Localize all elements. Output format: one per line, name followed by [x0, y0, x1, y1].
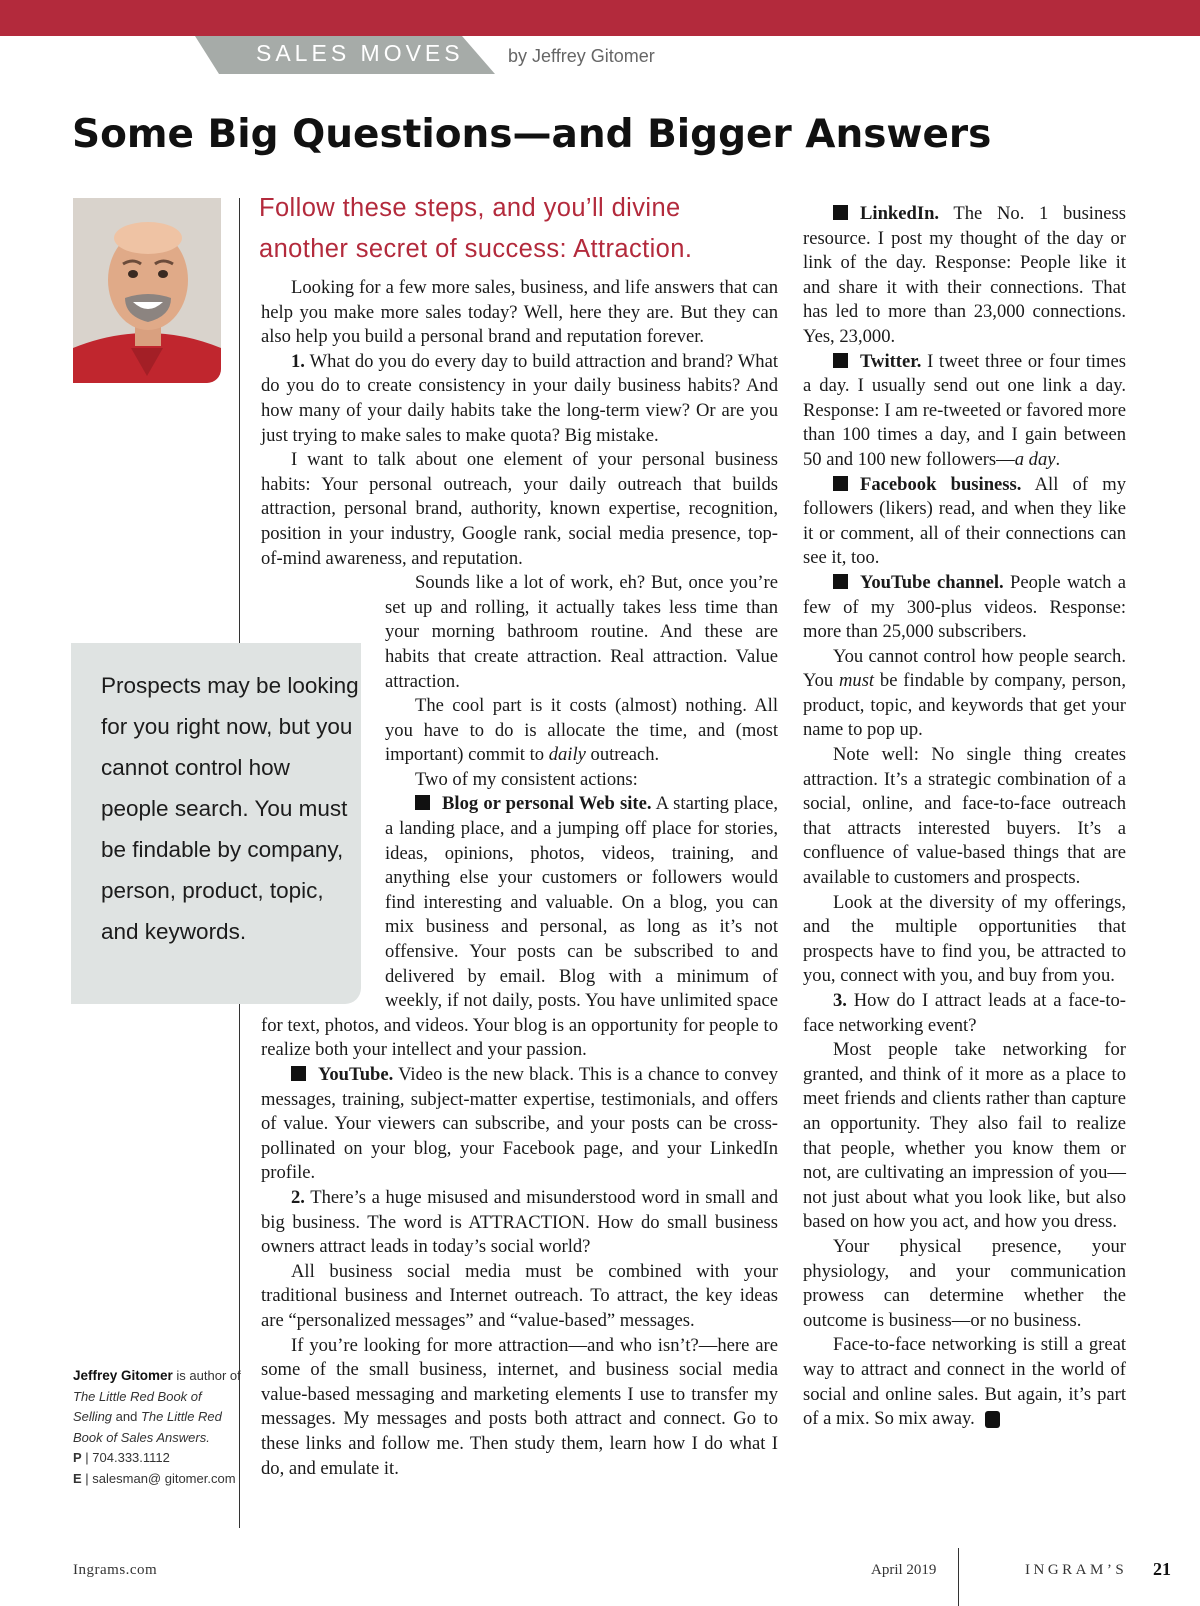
- body-text: The No. 1 business resource. I post my thought of the day or link of the day. Response: People like it and share it with their connections. That has led to more than 23,000 connections. Yes, 23,000.: [803, 203, 1126, 347]
- end-of-article-icon: I: [985, 1411, 1000, 1428]
- body-text: outreach.: [585, 744, 660, 766]
- body-paragraph: Two of my consistent actions:: [415, 768, 638, 790]
- column-rule: [239, 198, 240, 644]
- bullet-heading: YouTube.: [318, 1064, 394, 1085]
- body-paragraph: Look at the diversity of my offerings, and the multiple opportunities that prospects have to find you, be attracted to you, connect with you, and buy from you.: [803, 891, 1126, 987]
- body-text: All of my followers (likers) read, and when they like it or comment, all of their connections can see it, too.: [803, 473, 1126, 569]
- body-paragraph: All business social media must be combined with your traditional business and Internet outreach. To attract, the key ideas are “personalized messages” and “value-based” messages.: [261, 1260, 778, 1331]
- author-bio: Jeffrey Gitomer is author of The Little Red Book of Selling and The Little Red Book of Sales Answers. P | 704.333.1112 E | salesman@ gitomer.com: [73, 1368, 241, 1486]
- page-number: 21: [1153, 1559, 1171, 1579]
- author-portrait-illustration: [73, 198, 221, 383]
- author-photo: [73, 198, 221, 383]
- article-deck: Follow these steps, and you’ll divine another secret of success: Attraction.: [259, 194, 693, 263]
- bullet-square-icon: [415, 795, 430, 810]
- body-paragraph: [803, 989, 1126, 1038]
- body-paragraph: I want to talk about one element of your personal business habits: Your personal outreach, your daily outreach that builds attraction, personal brand, authority, known expertise, recognition, position in your industry, Google rank, social media presence, top-of-mind awareness, and reputation.: [261, 449, 778, 569]
- body-paragraph: [261, 1186, 778, 1260]
- body-text: .: [1055, 448, 1061, 470]
- bullet-heading: Twitter.: [860, 350, 922, 372]
- body-text: You cannot control how people search. You: [803, 645, 1126, 692]
- body-paragraph: If you’re looking for more attraction—and who isn’t?—here are some of the small business, internet, and business social media value-based messaging and marketing elements I use to transfer my messages. My messages and posts both attract and connect. Go to these links and follow me. Then study them, learn how I do what I do, and emulate it.: [261, 1334, 778, 1479]
- bullet-paragraph: [803, 350, 1126, 473]
- bullet-square-icon: [833, 574, 848, 589]
- body-text: There’s a huge misused and misunderstood word in small and big business. The word is ATTRACTION. How do small business owners attract leads in today’s social world?: [261, 1186, 778, 1258]
- body-paragraph: [261, 350, 778, 448]
- bio-book-2: The Little Red Book of Sales Answers.: [73, 1409, 222, 1445]
- bullet-paragraph: [261, 1063, 778, 1186]
- bio-is: is author of: [172, 1368, 241, 1383]
- body-paragraph: Your physical presence, your physiology, and your communication prowess can determine whether the outcome is business—or no business.: [803, 1235, 1126, 1331]
- bio-email-label: E: [73, 1470, 82, 1486]
- body-text: What do you do every day to build attraction and brand? What do you do to create consistency in your daily business habits? And how many of your daily habits take the long-term view? Or are you just trying to make sales to make quota? Big mistake.: [261, 350, 778, 446]
- article-column-middle: [261, 276, 778, 1481]
- section-label: SALES MOVES: [256, 40, 464, 66]
- bio-book-1: The Little Red Book of Selling: [73, 1388, 202, 1424]
- emphasis-text: must: [838, 670, 875, 692]
- body-text: Face-to-face networking is still a great way to attract and connect in the world of social and online sales. But again, it’s part of a mix. So mix away.: [803, 1334, 1126, 1430]
- footer-magazine-name: INGRAM’S: [1025, 1562, 1128, 1578]
- body-paragraph: [803, 1333, 1126, 1431]
- body-text: The cool part is it costs (almost) nothing. All you have to do is allocate the time, and (most important) commit to: [385, 695, 778, 766]
- body-paragraph: Note well: No single thing creates attraction. It’s a strategic combination of a social, online, and face-to-face outreach that attracts interested buyers. It’s a confluence of value-based things that are available to customers and prospects.: [803, 744, 1126, 889]
- body-text: People watch a few of my 300-plus videos. Response: more than 25,000 subscribers.: [803, 571, 1126, 643]
- bullet-square-icon: [833, 205, 848, 220]
- pull-quote-wrap-space: [261, 571, 385, 991]
- pull-quote-text: Prospects may be looking for you right now, but you cannot control how people search. You must be findable by company, person, product, topic, and keywords.: [101, 673, 359, 944]
- bio-email: salesman@ gitomer.com: [92, 1470, 236, 1486]
- bullet-heading: YouTube channel.: [860, 571, 1004, 593]
- body-text: be findable by company, person, product, topic, and keywords that get your name to pop up.: [803, 670, 1126, 741]
- bio-and: and: [112, 1409, 141, 1424]
- byline: by Jeffrey Gitomer: [508, 46, 655, 66]
- bullet-paragraph: [803, 202, 1126, 350]
- bullet-square-icon: [291, 1066, 306, 1081]
- body-text: How do I attract leads at a face-to-face networking event?: [803, 990, 1126, 1036]
- emphasis-text: daily: [548, 744, 586, 766]
- bullet-square-icon: [833, 353, 848, 368]
- footer-divider: [958, 1548, 959, 1606]
- bullet-heading: LinkedIn.: [860, 203, 940, 224]
- footer-site: Ingrams.com: [73, 1562, 158, 1578]
- question-number: 2.: [291, 1186, 305, 1208]
- top-color-band: [0, 0, 1200, 36]
- bullet-paragraph: [803, 571, 1126, 645]
- footer-date: April 2019: [871, 1562, 937, 1578]
- question-number: 1.: [291, 350, 305, 372]
- question-number: 3.: [833, 990, 847, 1011]
- bio-name: Jeffrey Gitomer: [73, 1368, 173, 1383]
- bullet-heading: Blog or personal Web site.: [442, 793, 652, 815]
- body-paragraph: Most people take networking for granted, and think of it more as a place to meet friends and clients rather than capture an opportunity. They also fail to realize that people, whether you know them or not, are cultivating an impression of you—not just about what you look like, but also based on how you act, and how you dress.: [803, 1039, 1126, 1233]
- body-paragraph: [803, 645, 1126, 743]
- article-column-right: [803, 202, 1126, 1432]
- bullet-paragraph: [803, 473, 1126, 571]
- body-text: Video is the new black. This is a chance to convey messages, training, subject-matter expertise, testimonials, and offers of value. Your viewers can subscribe, and your posts can be cross-pollinated on your blog, your Facebook page, and your LinkedIn profile.: [261, 1064, 778, 1184]
- emphasis-text: a day: [1014, 448, 1056, 470]
- body-paragraph: Looking for a few more sales, business, and life answers that can help you make more sales today? Well, here they are. But they can also help you build a personal brand and reputation forever.: [261, 277, 778, 348]
- bullet-square-icon: [833, 476, 848, 491]
- headline: Some Big Questions—and Bigger Answers: [72, 112, 992, 157]
- body-text: A starting place, a landing place, and a jumping off place for stories, ideas, opinions, photos, videos, training, and anything else your customers or followers would find interesting and valuable. On a blog, you can mix business and personal, as long as it’s not offensive. Your posts can be subscribed to and delivered by email. Blog with a minimum of weekly, if not daily, posts. You have unlimited space for text, photos, and videos. Your blog is an opportunity for people to realize both your intellect and your passion.: [261, 793, 778, 1061]
- bullet-heading: Facebook business.: [860, 473, 1022, 495]
- bio-phone: 704.333.1112: [92, 1450, 170, 1465]
- body-text: I tweet three or four times a day. I usually send out one link a day. Response: I am re-tweeted or favored more than 100 times a day, and I gain between 50 and 100 new followers—: [803, 350, 1126, 470]
- bio-phone-label: P: [73, 1450, 82, 1465]
- body-paragraph: Sounds like a lot of work, eh? But, once you’re set up and rolling, it actually takes less time than your morning bathroom routine. And these are habits that create attraction. Real attraction. Value attraction.: [385, 572, 778, 692]
